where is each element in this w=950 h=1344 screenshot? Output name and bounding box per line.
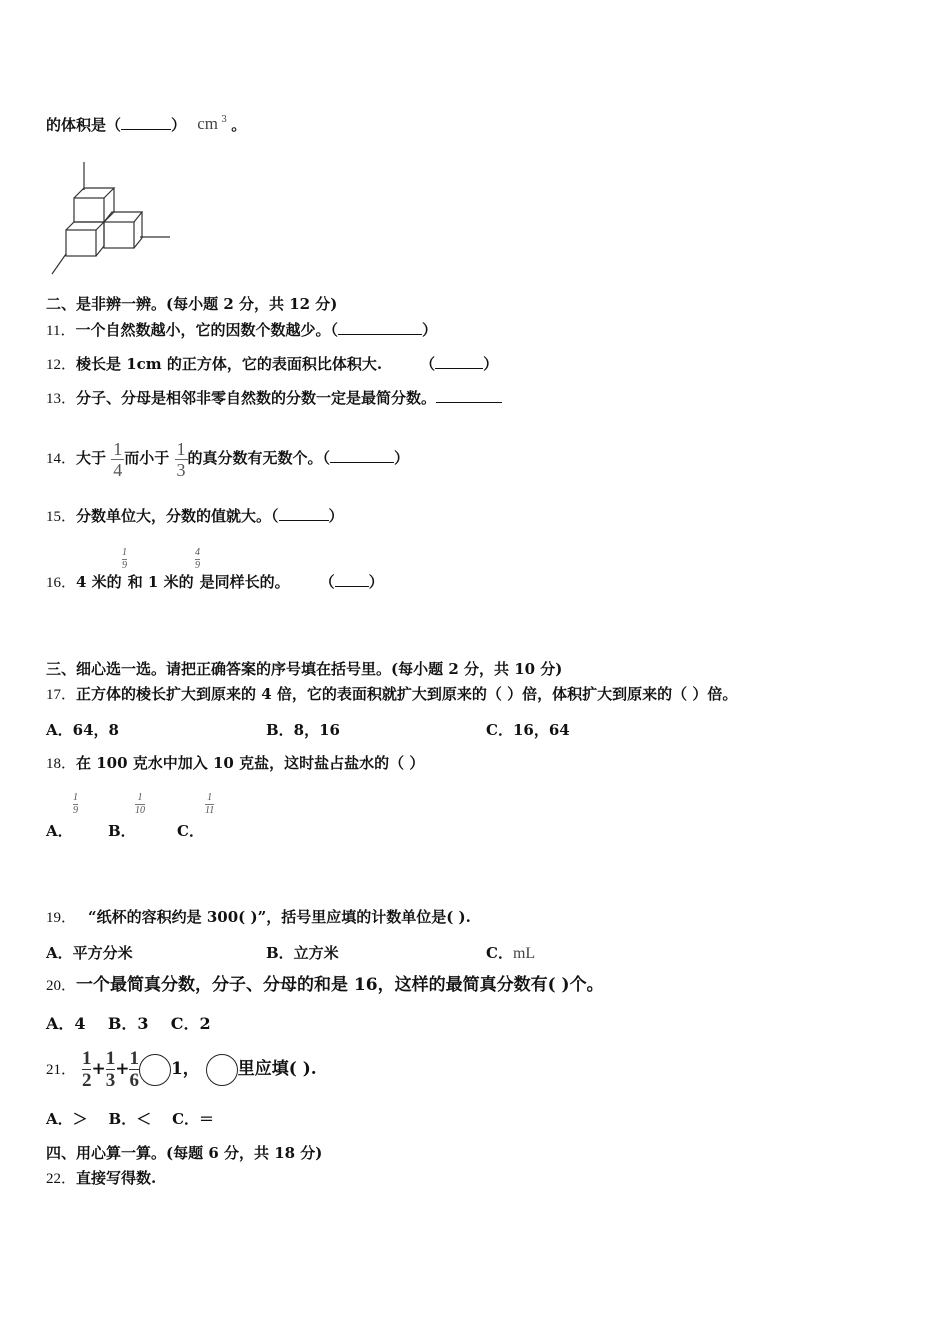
q21-plus-1: + (91, 1059, 106, 1079)
q19-option-c[interactable] (486, 942, 535, 963)
q14-f2-denominator: 3 (176, 459, 186, 480)
q12-number: 12． (46, 357, 77, 373)
q18-option-b[interactable]: B． (108, 822, 136, 840)
section3-title: 三、细心选一选。请把正确答案的序号填在括号里。(每小题 2 分，共 10 分) (46, 660, 563, 678)
q16-fraction-2 (195, 548, 200, 571)
q17-option-a[interactable]: A．64，8 (46, 721, 119, 739)
q16-open: （ (319, 573, 335, 591)
q14-pre: 大于 (76, 449, 107, 467)
q22-text: 直接写得数. (76, 1169, 157, 1187)
q14-f1-numerator: 1 (113, 438, 123, 459)
q21-fraction-2 (106, 1049, 116, 1090)
q14-mid: 而小于 (124, 449, 170, 467)
q18-fraction-c (205, 793, 214, 816)
q15 (46, 506, 344, 527)
q20 (46, 975, 604, 996)
q18-a-numerator: 1 (73, 792, 78, 803)
q15-blank[interactable] (279, 506, 329, 521)
q12 (46, 354, 498, 375)
q16-f1-denominator: 9 (122, 560, 127, 571)
q10-end: 。 (231, 116, 247, 134)
q21 (46, 1046, 317, 1093)
q19-unit-ml: mL (512, 945, 536, 962)
q16-f2-denominator: 9 (195, 560, 200, 571)
section2-title: 二、是非辨一辨。(每小题 2 分，共 12 分) (46, 295, 338, 313)
q22 (46, 1168, 156, 1189)
q11-number: 11． (46, 323, 76, 339)
q13-blank[interactable] (436, 388, 502, 403)
q19-text: “纸杯的容积约是 300( )”，括号里应填的计数单位是( ). (88, 908, 471, 926)
q19-option-c-label: C． (486, 944, 513, 962)
q13-text: 分子、分母是相邻非零自然数的分数一定是最简分数。 (76, 389, 437, 407)
q18-c-numerator: 1 (207, 792, 213, 803)
q18-b-denominator: 10 (135, 805, 145, 816)
q14-f2-numerator: 1 (176, 438, 186, 459)
q21-f1-numerator: 1 (81, 1048, 92, 1069)
q21-fraction-1 (82, 1049, 92, 1090)
q16-f2-numerator: 4 (195, 547, 200, 558)
q17-option-b[interactable]: B．8，16 (266, 721, 340, 739)
q18-fraction-a (73, 793, 78, 816)
q14-f1-denominator: 4 (113, 459, 123, 480)
q21-circle-reference (206, 1054, 238, 1086)
q10-close: ） (171, 116, 187, 134)
q21-plus-2: + (115, 1059, 130, 1079)
q12-blank[interactable] (435, 354, 483, 369)
q12-text: 棱长是 1cm 的正方体，它的表面积比体积大. (76, 355, 383, 373)
q18-a-denominator: 9 (73, 805, 78, 816)
q16-close: ） (368, 573, 384, 591)
q18-option-a[interactable]: A． (46, 822, 73, 840)
q17-option-c[interactable]: C．16，64 (486, 721, 570, 739)
section4-title: 四、用心算一算。(每题 6 分，共 18 分) (46, 1144, 323, 1162)
q18-c-denominator: 11 (205, 805, 215, 816)
q16-number: 16． (46, 575, 77, 591)
q13-number: 13． (46, 391, 77, 407)
q12-close: ） (483, 355, 499, 373)
unit-cm: cm (197, 114, 219, 133)
q16-text-c: 是同样长的。 (199, 573, 290, 591)
q11-blank[interactable] (338, 320, 422, 335)
q21-fraction-3 (129, 1049, 139, 1090)
q11-close: ） (421, 321, 437, 339)
q14 (46, 436, 409, 481)
q16 (46, 572, 384, 593)
q17-text: 正方体的棱长扩大到原来的 4 倍，它的表面积就扩大到原来的（ ）倍，体积扩大到原来的（ ）倍。 (76, 685, 738, 703)
q19-option-b[interactable]: B．立方米 (266, 944, 339, 962)
q16-text-a: 4 米的 (76, 573, 122, 591)
q14-close: ） (394, 449, 410, 467)
q21-number: 21． (46, 1062, 77, 1078)
q21-f3-numerator: 1 (129, 1048, 139, 1069)
q10-line (46, 115, 246, 135)
q17 (46, 684, 737, 705)
q10-text: 的体积是（ (46, 116, 122, 134)
q16-blank[interactable] (335, 572, 369, 587)
q12-open: （ (420, 355, 436, 373)
q17-number: 17． (46, 687, 77, 703)
q14-blank[interactable] (330, 448, 394, 463)
q11 (46, 320, 437, 341)
q16-fraction-1 (122, 548, 127, 571)
q21-options[interactable]: A．＞ B．＜ C．＝ (46, 1110, 215, 1128)
q14-post: 的真分数有无数个。（ (187, 449, 331, 467)
q18-option-c[interactable]: C． (177, 822, 204, 840)
unit-exp: 3 (221, 115, 227, 125)
q18-fraction-b (135, 793, 145, 816)
q11-text: 一个自然数越小，它的因数个数越少。（ (75, 321, 338, 339)
q21-f3-denominator: 6 (129, 1070, 139, 1091)
q20-number: 20． (46, 978, 77, 994)
q14-fraction-2 (175, 440, 188, 479)
q18-text: 在 100 克水中加入 10 克盐，这时盐占盐水的（ ） (76, 754, 425, 772)
q18-number: 18． (46, 756, 77, 772)
q22-number: 22． (46, 1171, 77, 1187)
q19-number: 19． (46, 910, 77, 926)
q18-b-numerator: 1 (137, 792, 143, 803)
q19 (46, 907, 471, 928)
q15-close: ） (328, 507, 344, 525)
q20-options[interactable]: A．4 B．3 C．2 (46, 1014, 211, 1033)
q16-f1-numerator: 1 (122, 547, 127, 558)
q15-text: 分数单位大，分数的值就大。（ (76, 507, 279, 525)
q18 (46, 753, 424, 774)
q21-f2-denominator: 3 (105, 1070, 116, 1091)
q14-number: 14． (46, 451, 77, 467)
q13 (46, 388, 502, 409)
cube-figure (48, 158, 178, 278)
q19-option-a[interactable]: A．平方分米 (46, 944, 133, 962)
q15-number: 15． (46, 509, 77, 525)
q10-blank[interactable] (121, 115, 171, 130)
q20-text: 一个最简真分数，分子、分母的和是 16，这样的最简真分数有( )个。 (76, 975, 604, 995)
q21-post: 里应填( ). (237, 1059, 317, 1079)
q21-circle-answer[interactable] (139, 1054, 171, 1086)
q21-f1-denominator: 2 (81, 1070, 92, 1091)
q14-fraction-1 (111, 440, 124, 479)
q16-text-b: 和 1 米的 (127, 573, 194, 591)
q21-f2-numerator: 1 (105, 1048, 116, 1069)
q21-one: 1， (170, 1059, 200, 1079)
